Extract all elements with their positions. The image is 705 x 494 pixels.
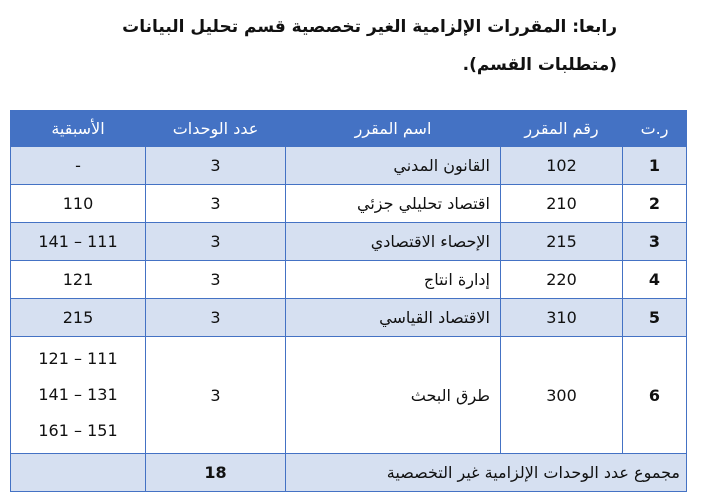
row-prereq: 121: [11, 261, 146, 299]
row-code: 215: [501, 223, 623, 261]
row-name: الاقتصاد القياسي: [286, 299, 501, 337]
row-name: القانون المدني: [286, 147, 501, 185]
header-code: رقم المقرر: [501, 111, 623, 147]
courses-table: [10, 110, 687, 492]
heading-line-2: (متطلبات القسم).: [462, 55, 617, 75]
row-no: 5: [623, 299, 687, 337]
row-units: 3: [146, 147, 286, 185]
total-units: 18: [146, 454, 286, 492]
total-prereq-empty: [11, 454, 146, 492]
table-row: [11, 223, 687, 261]
header-prereq: الأسبقية: [11, 111, 146, 147]
table-row: [11, 261, 687, 299]
total-label: مجموع عدد الوحدات الإلزامية غير التخصصية: [286, 454, 687, 492]
row-units: 3: [146, 223, 286, 261]
row-name: طرق البحث: [286, 337, 501, 454]
row-prereq: -: [11, 147, 146, 185]
row-code: 220: [501, 261, 623, 299]
row-units: 3: [146, 337, 286, 454]
header-units: عدد الوحدات: [146, 111, 286, 147]
row-units: 3: [146, 185, 286, 223]
table-row: [11, 147, 687, 185]
table-row: [11, 299, 687, 337]
row-no: 2: [623, 185, 687, 223]
prereq-line: 131 – 141: [38, 385, 118, 404]
row-no: 6: [623, 337, 687, 454]
section-heading: [17, 8, 617, 84]
header-name: اسم المقرر: [286, 111, 501, 147]
row-no: 3: [623, 223, 687, 261]
row-prereq: 111 – 141: [11, 223, 146, 261]
prereq-line: 151 – 161: [38, 421, 118, 440]
row-code: 210: [501, 185, 623, 223]
row-code: 300: [501, 337, 623, 454]
row-prereq: [11, 337, 146, 454]
table-row: [11, 185, 687, 223]
row-name: إدارة انتاج: [286, 261, 501, 299]
row-name: اقتصاد تحليلي جزئي: [286, 185, 501, 223]
row-prereq: 110: [11, 185, 146, 223]
row-units: 3: [146, 299, 286, 337]
header-no: ر.ت: [623, 111, 687, 147]
row-no: 4: [623, 261, 687, 299]
row-name: الإحصاء الاقتصادي: [286, 223, 501, 261]
total-row: [11, 454, 687, 492]
heading-line-1: رابعا: المقررات الإلزامية الغير تخصصية قسم تحليل البيانات: [122, 17, 617, 37]
row-code: 310: [501, 299, 623, 337]
prereq-line: 111 – 121: [38, 349, 118, 368]
table-header-row: [11, 111, 687, 147]
table-row: [11, 337, 687, 454]
row-prereq: 215: [11, 299, 146, 337]
row-no: 1: [623, 147, 687, 185]
row-units: 3: [146, 261, 286, 299]
row-code: 102: [501, 147, 623, 185]
